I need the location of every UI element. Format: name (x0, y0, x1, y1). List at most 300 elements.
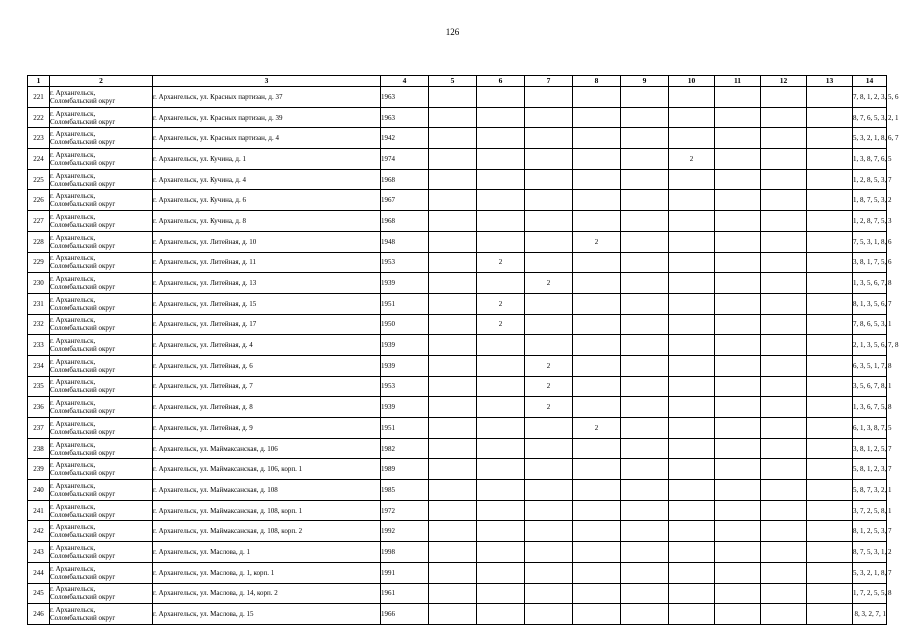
column-7-cell (525, 149, 573, 170)
column-11-cell (715, 293, 761, 314)
column-12-cell (761, 314, 807, 335)
column-7-cell (525, 293, 573, 314)
district-cell (50, 293, 153, 314)
row-number-cell: 224 (28, 149, 50, 170)
year-cell: 1992 (381, 521, 429, 542)
column-8-cell (573, 252, 621, 273)
row-number-cell: 227 (28, 211, 50, 232)
district-city-text: г. Архангельск, (50, 481, 96, 490)
sequence-cell: 5, 3, 2, 1, 8, 7 (853, 562, 887, 583)
year-cell: 1948 (381, 231, 429, 252)
column-header: 3 (153, 76, 381, 87)
column-12-cell (761, 438, 807, 459)
column-7-cell (525, 314, 573, 335)
district-city-text: г. Архангельск, (50, 564, 96, 573)
column-5-cell (429, 252, 477, 273)
column-10-cell (669, 293, 715, 314)
column-6-cell (477, 542, 525, 563)
sequence-cell: 1, 3, 6, 7, 5, 8 (853, 397, 887, 418)
district-cell (50, 107, 153, 128)
year-cell: 1982 (381, 438, 429, 459)
district-cell (50, 583, 153, 604)
column-9-cell (621, 562, 669, 583)
sequence-cell: 5, 8, 1, 2, 3, 7 (853, 459, 887, 480)
column-8-cell (573, 438, 621, 459)
column-12-cell (761, 190, 807, 211)
column-7-cell (525, 542, 573, 563)
district-cell (50, 521, 153, 542)
address-cell: г. Архангельск, ул. Маймаксанская, д. 108, корп. 2 (153, 521, 381, 542)
year-cell: 1968 (381, 211, 429, 232)
column-9-cell (621, 355, 669, 376)
column-8-cell (573, 604, 621, 625)
column-5-cell (429, 107, 477, 128)
district-okrug-text: Соломбальский округ (50, 283, 116, 292)
district-city-text: г. Архангельск, (50, 88, 96, 97)
district-city-text: г. Архангельск, (50, 295, 96, 304)
column-9-cell (621, 438, 669, 459)
row-number-cell: 225 (28, 169, 50, 190)
column-5-cell (429, 87, 477, 108)
column-9-cell (621, 128, 669, 149)
table-row (28, 397, 887, 418)
year-cell: 1968 (381, 169, 429, 190)
column-10-cell (669, 542, 715, 563)
column-6-cell (477, 459, 525, 480)
column-8-cell (573, 459, 621, 480)
column-8-cell (573, 500, 621, 521)
column-13-cell (807, 211, 853, 232)
column-6-cell (477, 107, 525, 128)
district-cell (50, 459, 153, 480)
row-number-cell: 237 (28, 418, 50, 439)
column-12-cell (761, 273, 807, 294)
district-cell (50, 273, 153, 294)
address-cell: г. Архангельск, ул. Красных партизан, д. 4 (153, 128, 381, 149)
column-7-cell: 2 (525, 397, 573, 418)
district-cell (50, 438, 153, 459)
column-header: 9 (621, 76, 669, 87)
column-8-cell (573, 562, 621, 583)
address-cell: г. Архангельск, ул. Красных партизан, д. 39 (153, 107, 381, 128)
row-number-cell: 222 (28, 107, 50, 128)
row-number-cell: 243 (28, 542, 50, 563)
row-number-cell: 240 (28, 480, 50, 501)
district-cell (50, 149, 153, 170)
column-6-cell (477, 521, 525, 542)
table-row (28, 190, 887, 211)
column-12-cell (761, 583, 807, 604)
address-cell: г. Архангельск, ул. Литейная, д. 17 (153, 314, 381, 335)
district-okrug-text: Соломбальский округ (50, 448, 116, 457)
district-cell (50, 128, 153, 149)
column-8-cell (573, 149, 621, 170)
district-city-text: г. Архангельск, (50, 357, 96, 366)
district-okrug-text: Соломбальский округ (50, 179, 116, 188)
table-row (28, 604, 887, 625)
column-8-cell (573, 542, 621, 563)
column-13-cell (807, 562, 853, 583)
sequence-cell: 1, 3, 8, 7, 6, 5 (853, 149, 887, 170)
sequence-cell: 1, 8, 7, 5, 3, 2 (853, 190, 887, 211)
district-okrug-text: Соломбальский округ (50, 614, 116, 623)
column-13-cell (807, 397, 853, 418)
sequence-cell: 3, 5, 6, 7, 8, 1 (853, 376, 887, 397)
district-cell (50, 252, 153, 273)
sequence-cell: 8, 3, 2, 7, 1 (853, 604, 887, 625)
district-okrug-text: Соломбальский округ (50, 96, 116, 105)
sequence-cell: 8, 7, 6, 5, 3, 2, 1 (853, 107, 887, 128)
column-10-cell (669, 480, 715, 501)
address-cell: г. Архангельск, ул. Маслова, д. 1, корп. 1 (153, 562, 381, 583)
district-city-text: г. Архангельск, (50, 399, 96, 408)
column-9-cell (621, 169, 669, 190)
sequence-cell: 5, 3, 2, 1, 8, 6, 7 (853, 128, 887, 149)
table-row (28, 542, 887, 563)
row-number-cell: 241 (28, 500, 50, 521)
column-11-cell (715, 500, 761, 521)
column-12-cell (761, 542, 807, 563)
sequence-cell: 3, 8, 1, 2, 5, 7 (853, 438, 887, 459)
address-cell: г. Архангельск, ул. Красных партизан, д. 37 (153, 87, 381, 108)
column-13-cell (807, 335, 853, 356)
district-city-text: г. Архангельск, (50, 461, 96, 470)
year-cell: 1974 (381, 149, 429, 170)
table-row (28, 252, 887, 273)
address-cell: г. Архангельск, ул. Литейная, д. 9 (153, 418, 381, 439)
column-5-cell (429, 355, 477, 376)
column-13-cell (807, 521, 853, 542)
district-okrug-text: Соломбальский округ (50, 386, 116, 395)
district-city-text: г. Архангельск, (50, 275, 96, 284)
column-header: 5 (429, 76, 477, 87)
column-12-cell (761, 418, 807, 439)
column-5-cell (429, 293, 477, 314)
district-cell (50, 376, 153, 397)
address-cell: г. Архангельск, ул. Литейная, д. 6 (153, 355, 381, 376)
column-7-cell: 2 (525, 273, 573, 294)
sequence-cell: 6, 3, 5, 1, 7, 8 (853, 355, 887, 376)
row-number-cell: 229 (28, 252, 50, 273)
column-6-cell (477, 480, 525, 501)
column-13-cell (807, 293, 853, 314)
column-10-cell (669, 273, 715, 294)
column-6-cell: 2 (477, 252, 525, 273)
district-okrug-text: Соломбальский округ (50, 262, 116, 271)
district-cell (50, 314, 153, 335)
year-cell: 1939 (381, 355, 429, 376)
address-cell: г. Архангельск, ул. Литейная, д. 15 (153, 293, 381, 314)
column-5-cell (429, 459, 477, 480)
column-6-cell (477, 149, 525, 170)
column-12-cell (761, 355, 807, 376)
column-5-cell (429, 480, 477, 501)
column-10-cell (669, 190, 715, 211)
column-7-cell (525, 480, 573, 501)
row-number-cell: 228 (28, 231, 50, 252)
column-header: 12 (761, 76, 807, 87)
column-7-cell (525, 521, 573, 542)
column-8-cell: 2 (573, 231, 621, 252)
table-row (28, 521, 887, 542)
column-6-cell (477, 211, 525, 232)
table-row (28, 149, 887, 170)
sequence-cell: 1, 3, 5, 6, 7, 8 (853, 273, 887, 294)
column-7-cell (525, 418, 573, 439)
column-13-cell (807, 190, 853, 211)
district-city-text: г. Архангельск, (50, 440, 96, 449)
column-11-cell (715, 604, 761, 625)
district-city-text: г. Архангельск, (50, 150, 96, 159)
column-13-cell (807, 438, 853, 459)
district-okrug-text: Соломбальский округ (50, 158, 116, 167)
district-cell (50, 500, 153, 521)
column-12-cell (761, 376, 807, 397)
district-cell (50, 480, 153, 501)
column-9-cell (621, 542, 669, 563)
row-number-cell: 232 (28, 314, 50, 335)
district-okrug-text: Соломбальский округ (50, 365, 116, 374)
column-5-cell (429, 231, 477, 252)
table-row (28, 459, 887, 480)
row-number-cell: 246 (28, 604, 50, 625)
column-7-cell (525, 604, 573, 625)
year-cell: 1963 (381, 107, 429, 128)
column-10-cell (669, 355, 715, 376)
column-6-cell: 2 (477, 314, 525, 335)
column-7-cell (525, 169, 573, 190)
column-9-cell (621, 314, 669, 335)
column-11-cell (715, 107, 761, 128)
district-okrug-text: Соломбальский округ (50, 345, 116, 354)
sequence-cell: 8, 7, 5, 3, 1, 2 (853, 542, 887, 563)
column-8-cell (573, 376, 621, 397)
district-city-text: г. Архангельск, (50, 523, 96, 532)
column-9-cell (621, 211, 669, 232)
column-12-cell (761, 521, 807, 542)
column-7-cell (525, 190, 573, 211)
column-13-cell (807, 604, 853, 625)
column-13-cell (807, 107, 853, 128)
column-12-cell (761, 604, 807, 625)
column-10-cell: 2 (669, 149, 715, 170)
district-city-text: г. Архангельск, (50, 337, 96, 346)
column-10-cell (669, 376, 715, 397)
column-11-cell (715, 459, 761, 480)
column-8-cell (573, 169, 621, 190)
column-7-cell (525, 335, 573, 356)
column-7-cell (525, 107, 573, 128)
district-cell (50, 231, 153, 252)
column-5-cell (429, 128, 477, 149)
column-6-cell (477, 500, 525, 521)
column-12-cell (761, 562, 807, 583)
district-city-text: г. Архангельск, (50, 233, 96, 242)
column-7-cell (525, 252, 573, 273)
column-11-cell (715, 438, 761, 459)
district-city-text: г. Архангельск, (50, 543, 96, 552)
column-11-cell (715, 252, 761, 273)
table-row (28, 107, 887, 128)
table-row (28, 562, 887, 583)
column-10-cell (669, 169, 715, 190)
column-8-cell (573, 583, 621, 604)
column-6-cell (477, 231, 525, 252)
column-13-cell (807, 87, 853, 108)
column-header: 13 (807, 76, 853, 87)
column-7-cell (525, 231, 573, 252)
column-8-cell: 2 (573, 418, 621, 439)
district-okrug-text: Соломбальский округ (50, 427, 116, 436)
column-5-cell (429, 583, 477, 604)
column-6-cell (477, 355, 525, 376)
district-city-text: г. Архангельск, (50, 212, 96, 221)
column-6-cell (477, 190, 525, 211)
column-5-cell (429, 418, 477, 439)
column-7-cell (525, 87, 573, 108)
column-5-cell (429, 190, 477, 211)
table-row (28, 418, 887, 439)
column-9-cell (621, 604, 669, 625)
column-header: 10 (669, 76, 715, 87)
column-13-cell (807, 459, 853, 480)
column-13-cell (807, 252, 853, 273)
table-row (28, 376, 887, 397)
column-10-cell (669, 583, 715, 604)
column-9-cell (621, 583, 669, 604)
year-cell: 1998 (381, 542, 429, 563)
year-cell: 1972 (381, 500, 429, 521)
column-5-cell (429, 542, 477, 563)
table-row (28, 500, 887, 521)
district-city-text: г. Архангельск, (50, 130, 96, 139)
column-7-cell (525, 583, 573, 604)
page-number: 126 (445, 27, 460, 37)
column-13-cell (807, 500, 853, 521)
column-11-cell (715, 397, 761, 418)
district-city-text: г. Архангельск, (50, 171, 96, 180)
column-5-cell (429, 149, 477, 170)
address-cell: г. Архангельск, ул. Кучина, д. 6 (153, 190, 381, 211)
column-6-cell (477, 273, 525, 294)
district-city-text: г. Архангельск, (50, 585, 96, 594)
sequence-cell: 7, 5, 3, 1, 8, 6 (853, 231, 887, 252)
district-cell (50, 87, 153, 108)
column-9-cell (621, 335, 669, 356)
sequence-cell: 5, 8, 7, 3, 2, 1 (853, 480, 887, 501)
column-11-cell (715, 376, 761, 397)
column-11-cell (715, 128, 761, 149)
column-12-cell (761, 252, 807, 273)
table-row (28, 314, 887, 335)
column-9-cell (621, 480, 669, 501)
address-cell: г. Архангельск, ул. Маслова, д. 14, корп. 2 (153, 583, 381, 604)
table-row (28, 169, 887, 190)
column-13-cell (807, 128, 853, 149)
column-6-cell (477, 335, 525, 356)
column-8-cell (573, 521, 621, 542)
column-6-cell (477, 583, 525, 604)
column-11-cell (715, 418, 761, 439)
district-cell (50, 335, 153, 356)
address-cell: г. Архангельск, ул. Маймаксанская, д. 108, корп. 1 (153, 500, 381, 521)
column-5-cell (429, 273, 477, 294)
column-12-cell (761, 335, 807, 356)
row-number-cell: 233 (28, 335, 50, 356)
column-6-cell (477, 169, 525, 190)
column-header: 14 (853, 76, 887, 87)
column-9-cell (621, 500, 669, 521)
column-8-cell (573, 397, 621, 418)
address-cell: г. Архангельск, ул. Кучина, д. 1 (153, 149, 381, 170)
district-cell (50, 418, 153, 439)
column-10-cell (669, 314, 715, 335)
table-row (28, 355, 887, 376)
column-5-cell (429, 211, 477, 232)
column-5-cell (429, 521, 477, 542)
column-8-cell (573, 355, 621, 376)
column-header: 7 (525, 76, 573, 87)
column-12-cell (761, 231, 807, 252)
address-cell: г. Архангельск, ул. Маймаксанская, д. 108 (153, 480, 381, 501)
table-row (28, 583, 887, 604)
column-header: 6 (477, 76, 525, 87)
column-10-cell (669, 211, 715, 232)
address-cell: г. Архангельск, ул. Литейная, д. 10 (153, 231, 381, 252)
column-6-cell (477, 438, 525, 459)
column-6-cell: 2 (477, 293, 525, 314)
year-cell: 1939 (381, 397, 429, 418)
column-10-cell (669, 604, 715, 625)
column-12-cell (761, 293, 807, 314)
table-body (28, 87, 899, 625)
column-11-cell (715, 190, 761, 211)
column-12-cell (761, 149, 807, 170)
column-6-cell (477, 128, 525, 149)
address-cell: г. Архангельск, ул. Литейная, д. 11 (153, 252, 381, 273)
district-okrug-text: Соломбальский округ (50, 138, 116, 147)
sequence-cell: 7, 8, 6, 5, 3, 1 (853, 314, 887, 335)
sequence-cell: 3, 7, 2, 5, 8, 1 (853, 500, 887, 521)
column-9-cell (621, 521, 669, 542)
address-cell: г. Архангельск, ул. Маслова, д. 1 (153, 542, 381, 563)
year-cell: 1950 (381, 314, 429, 335)
column-13-cell (807, 231, 853, 252)
district-cell (50, 190, 153, 211)
column-11-cell (715, 562, 761, 583)
table-row (28, 231, 887, 252)
column-13-cell (807, 314, 853, 335)
column-10-cell (669, 107, 715, 128)
column-5-cell (429, 500, 477, 521)
row-number-cell: 235 (28, 376, 50, 397)
column-5-cell (429, 314, 477, 335)
column-10-cell (669, 128, 715, 149)
column-6-cell (477, 418, 525, 439)
column-9-cell (621, 107, 669, 128)
address-cell: г. Архангельск, ул. Литейная, д. 8 (153, 397, 381, 418)
year-cell: 1966 (381, 604, 429, 625)
column-11-cell (715, 355, 761, 376)
column-9-cell (621, 273, 669, 294)
district-city-text: г. Архангельск, (50, 419, 96, 428)
column-8-cell (573, 190, 621, 211)
address-cell: г. Архангельск, ул. Маймаксанская, д. 106, корп. 1 (153, 459, 381, 480)
address-cell: г. Архангельск, ул. Маймаксанская, д. 106 (153, 438, 381, 459)
district-cell (50, 169, 153, 190)
table-row (28, 335, 887, 356)
column-8-cell (573, 273, 621, 294)
